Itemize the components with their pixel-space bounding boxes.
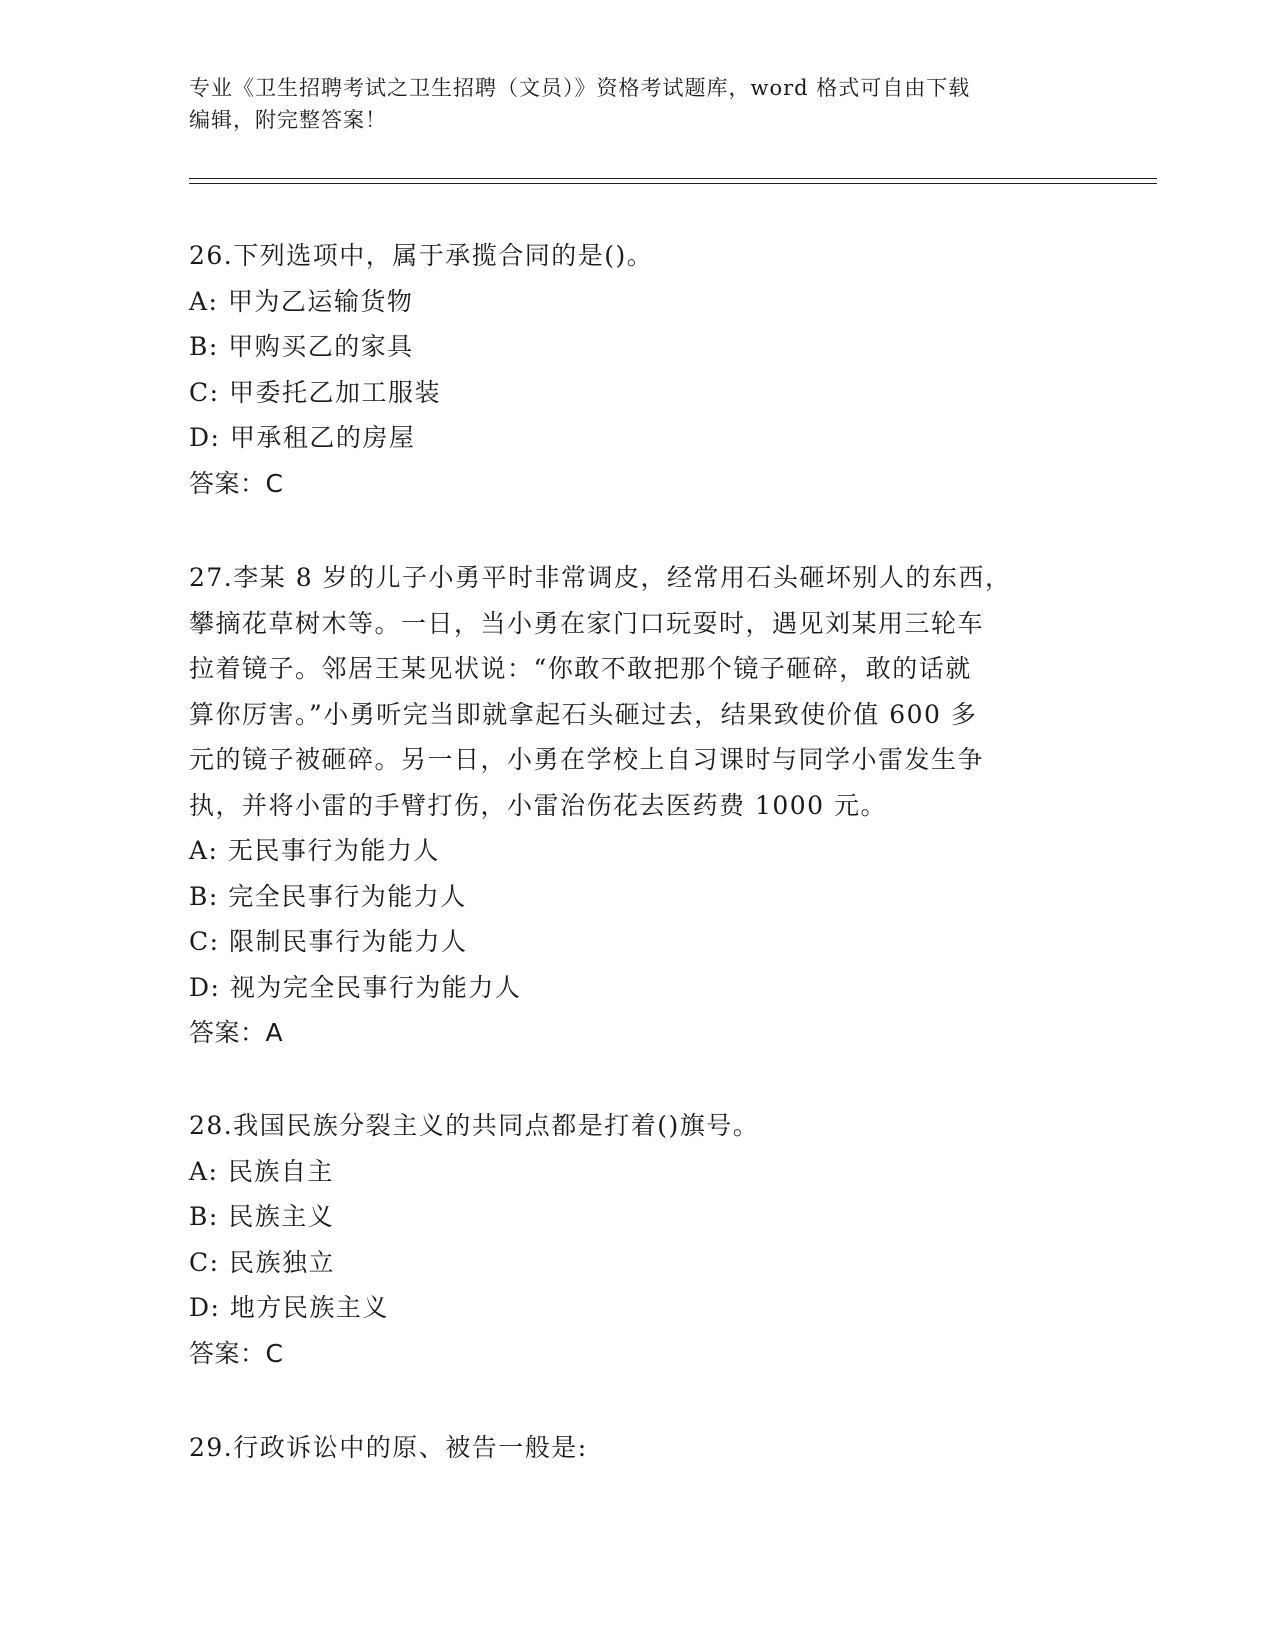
option-d: D: 甲承租乙的房屋 (189, 423, 416, 452)
option-d: D: 视为完全民事行为能力人 (189, 972, 522, 1002)
header-line-2: 编辑，附完整答案！ (189, 108, 387, 132)
option-b: B: 完全民事行为能力人 (189, 881, 467, 911)
document-header (189, 72, 1089, 136)
option-c: C: 甲委托乙加工服装 (189, 377, 441, 407)
option-a: A: 民族自主 (189, 1156, 334, 1186)
question-stem-line: 执，并将小雷的手臂打伤，小雷治伤花去医药费 1000 元。 (189, 790, 888, 820)
question-stem-line: 27.李某 8 岁的儿子小勇平时非常调皮，经常用石头砸坏别人的东西， (189, 563, 1012, 592)
question-27 (189, 555, 1069, 1056)
question-stem-line: 攀摘花草树木等。一日，当小勇在家门口玩耍时，遇见刘某用三轮车 (189, 608, 985, 638)
question-29 (189, 1425, 1069, 1471)
option-b: B: 甲购买乙的家具 (189, 332, 414, 361)
header-divider-top (189, 178, 1157, 179)
question-stem-line: 算你厉害。”小勇听完当即就拿起石头砸过去，结果致使价值 600 多 (189, 699, 978, 729)
option-d: D: 地方民族主义 (189, 1293, 389, 1322)
question-26 (189, 233, 1069, 506)
question-stem: 26.下列选项中，属于承揽合同的是()。 (189, 241, 654, 270)
option-c: C: 限制民事行为能力人 (189, 927, 468, 956)
answer-line: 答案：C (189, 468, 284, 498)
header-divider-bottom (189, 183, 1157, 184)
header-line-1: 专业《卫生招聘考试之卫生招聘（文员）》资格考试题库，word 格式可自由下载 (189, 76, 971, 100)
question-stem: 28.我国民族分裂主义的共同点都是打着()旗号。 (189, 1111, 760, 1140)
question-stem-line: 元的镜子被砸碎。另一日，小勇在学校上自习课时与同学小雷发生争 (189, 745, 985, 774)
question-stem: 29.行政诉讼中的原、被告一般是: (189, 1433, 588, 1462)
answer-line: 答案：A (189, 1018, 284, 1047)
option-c: C: 民族独立 (189, 1247, 335, 1277)
question-stem-line: 拉着镜子。邻居王某见状说：“你敢不敢把那个镜子砸碎，敢的话就 (189, 654, 972, 683)
option-a: A: 无民事行为能力人 (189, 836, 440, 865)
answer-line: 答案：C (189, 1338, 284, 1368)
option-b: B: 民族主义 (189, 1202, 335, 1231)
question-28 (189, 1103, 1069, 1376)
option-a: A: 甲为乙运输货物 (189, 286, 414, 316)
